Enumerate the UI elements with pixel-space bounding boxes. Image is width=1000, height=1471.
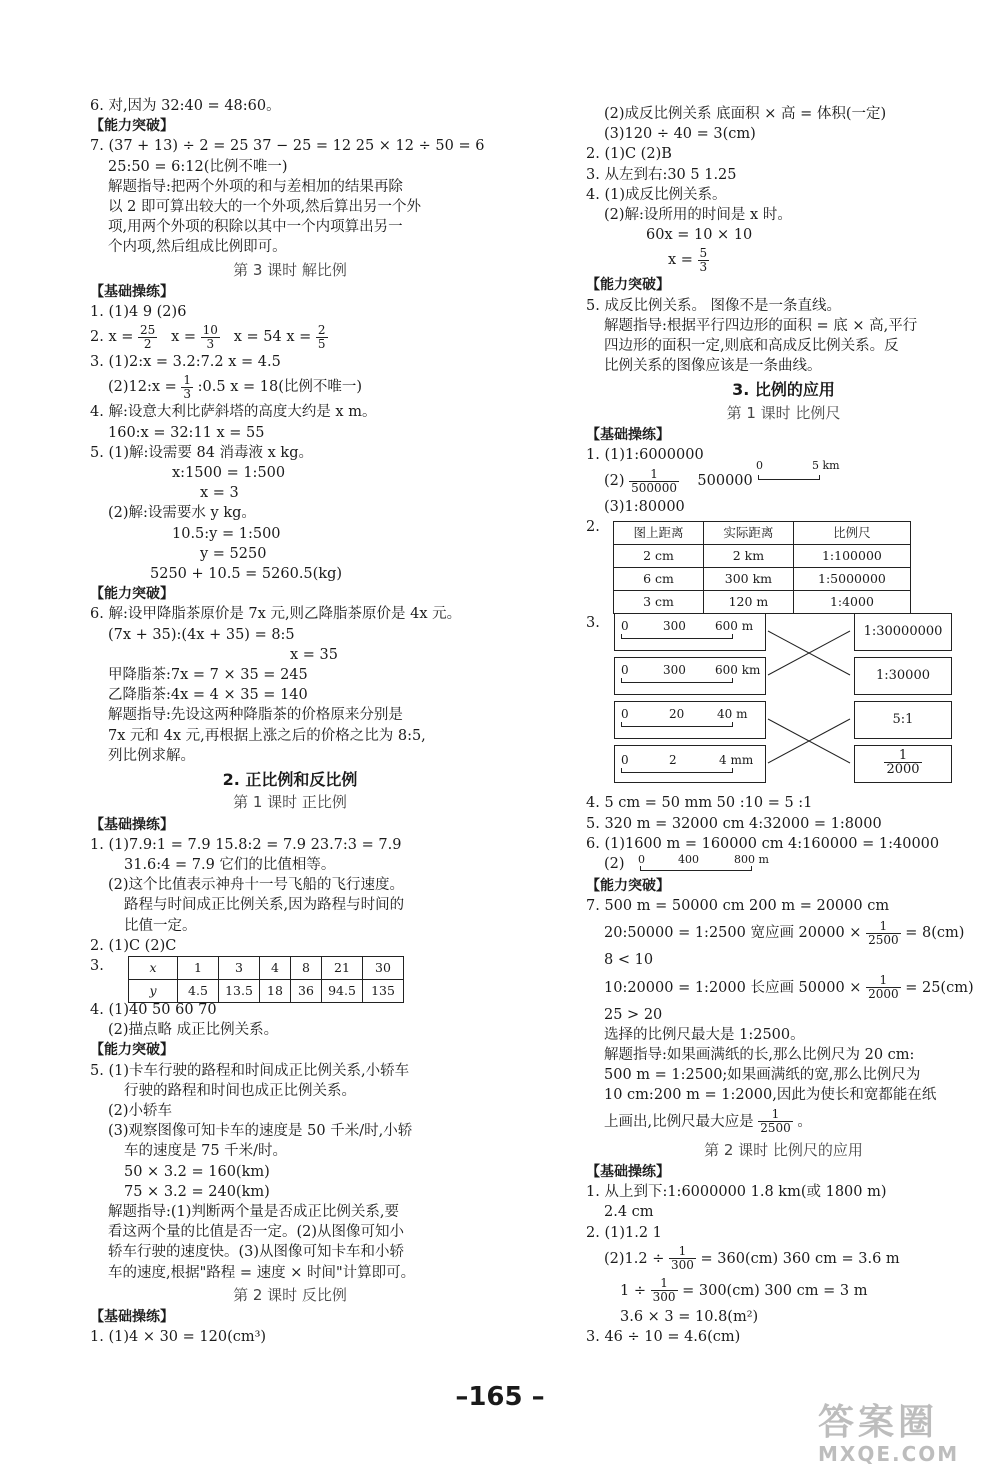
answer-line: x = 3 bbox=[200, 485, 239, 502]
numerator: 2 bbox=[317, 322, 326, 337]
hint-line: 列比例求解。 bbox=[108, 747, 195, 764]
table-row bbox=[129, 979, 404, 1002]
answer-line bbox=[586, 517, 981, 609]
answer-line bbox=[586, 916, 981, 950]
table-cell: 1 bbox=[178, 956, 219, 979]
answer-line: (2)解:设需要水 y kg。 bbox=[108, 505, 256, 522]
watermark-text: 答案圈 bbox=[818, 1402, 939, 1443]
eq-text: :0.5 x = 18(比例不唯一) bbox=[197, 379, 363, 396]
scale-tick-label: 300 bbox=[663, 619, 686, 634]
table-cell: 135 bbox=[363, 979, 404, 1002]
answer-line: 车的速度是 75 千米/时。 bbox=[124, 1143, 288, 1160]
answer-line: 3. 从左到右:30 5 1.25 bbox=[586, 166, 737, 183]
answer-line bbox=[586, 459, 981, 497]
answer-line: 4. 5 cm = 50 mm 50 :10 = 5 :1 bbox=[586, 795, 813, 812]
answer-line: 5. 320 m = 32000 cm 4:32000 = 1:8000 bbox=[586, 815, 882, 832]
numerator: 1 bbox=[758, 1108, 793, 1122]
answer-line: 2. (1)C (2)B bbox=[586, 146, 672, 163]
answer-line: 6. 对,因为 32:40 = 48:60。 bbox=[90, 98, 281, 114]
denominator: 300 bbox=[670, 1258, 694, 1273]
table-cell: 300 km bbox=[703, 568, 793, 591]
section-heading: 【能力突破】 bbox=[586, 878, 670, 895]
right-column bbox=[586, 104, 981, 1347]
denominator: 5 bbox=[317, 336, 326, 351]
section-heading: 【能力突破】 bbox=[90, 586, 174, 603]
numerator: 1 bbox=[866, 920, 901, 934]
ratio-box: 5:1 bbox=[854, 701, 952, 739]
table-cell: 36 bbox=[291, 979, 322, 1002]
chapter-title: 3. 比例的应用 bbox=[732, 380, 835, 400]
table-header: 实际距离 bbox=[703, 522, 793, 545]
eq-text: (2)12:x = bbox=[108, 379, 177, 396]
hint-line: 比例关系的图像应该是一条曲线。 bbox=[604, 358, 822, 375]
answer-line bbox=[586, 1275, 981, 1307]
numerator: 25 bbox=[140, 322, 156, 337]
scale-tick-label: 5 km bbox=[812, 459, 840, 473]
scale-box bbox=[614, 745, 766, 783]
answer-line: 7. 500 m = 50000 cm 200 m = 20000 cm bbox=[586, 898, 890, 915]
eq-text: (2)1.2 ÷ bbox=[604, 1250, 665, 1267]
answer-line: 1. (1)1:6000000 bbox=[586, 447, 704, 464]
fraction bbox=[884, 749, 921, 776]
scale-tick-label: 300 bbox=[663, 663, 686, 678]
denominator: 2 bbox=[143, 336, 152, 351]
denominator: 2500 bbox=[760, 1121, 791, 1136]
section-heading: 【基础操练】 bbox=[586, 1163, 670, 1180]
scale-tick-label: 0 bbox=[621, 619, 629, 634]
ratio-box: 1:30000000 bbox=[854, 613, 952, 651]
answer-line: 5. 成反比例关系。 图像不是一条直线。 bbox=[586, 297, 842, 314]
table-row bbox=[614, 568, 911, 591]
eq-text: 。 bbox=[797, 1113, 812, 1130]
fraction bbox=[758, 1108, 793, 1135]
answer-line: (2)解:设所用的时间是 x 时。 bbox=[604, 207, 792, 224]
eq-text: 20:50000 = 1:2500 宽应画 20000 × bbox=[604, 925, 862, 942]
denominator: 300 bbox=[652, 1290, 676, 1305]
hint-line: 四边形的面积一定,则底和高成反比例关系。反 bbox=[604, 338, 899, 355]
scale-line bbox=[640, 866, 752, 871]
denominator: 3 bbox=[183, 386, 192, 401]
hint-line: 项,用两个外项的积除以其中一个内项算出另一 bbox=[108, 219, 403, 236]
scale-table bbox=[613, 521, 911, 614]
eq-text: (2) bbox=[604, 856, 625, 873]
fraction bbox=[866, 920, 901, 947]
table-row bbox=[614, 545, 911, 568]
answer-line: 6. 解:设甲降脂茶原价是 7x 元,则乙降脂茶原价是 4x 元。 bbox=[90, 606, 462, 623]
answer-line: 2. (1)1.2 1 bbox=[586, 1224, 662, 1241]
scale-tick-label: 0 bbox=[621, 663, 629, 678]
answer-line: (3)观察图像可知卡车的速度是 50 千米/时,小轿 bbox=[108, 1123, 413, 1140]
hint-line: 解题指导:先设这两种降脂茶的价格原来分别是 bbox=[108, 707, 403, 724]
answer-line: 75 × 3.2 = 240(km) bbox=[124, 1183, 270, 1200]
scale-tick-label: 800 m bbox=[734, 853, 769, 867]
answer-line: 31.6:4 = 7.9 它们的比值相等。 bbox=[124, 856, 336, 873]
table-header: 图上距离 bbox=[614, 522, 704, 545]
table-cell: 2 km bbox=[703, 545, 793, 568]
scale-tick-label: 600 km bbox=[715, 663, 761, 678]
fraction bbox=[669, 1245, 696, 1272]
answer-line: 10.5:y = 1:500 bbox=[172, 525, 281, 542]
answer-line: 乙降脂茶:4x = 4 × 35 = 140 bbox=[108, 687, 308, 704]
numerator: 1 bbox=[183, 372, 192, 387]
lesson-title: 第 2 课时 比例尺的应用 bbox=[704, 1140, 863, 1159]
eq-text: 10:20000 = 1:2000 长应画 50000 × bbox=[604, 979, 862, 996]
fraction bbox=[138, 324, 157, 351]
table-cell: 120 m bbox=[703, 591, 793, 614]
answer-line bbox=[90, 956, 490, 1000]
answer-line: 5. (1)卡车行驶的路程和时间成正比例关系,小轿车 bbox=[90, 1062, 410, 1079]
answer-line: (2)成反比例关系 底面积 × 高 = 体积(一定) bbox=[604, 106, 887, 122]
answer-line: 1. 从上到下:1:6000000 1.8 km(或 1800 m) bbox=[586, 1184, 887, 1201]
watermark-logo bbox=[818, 1403, 998, 1468]
answer-line: 行驶的路程和时间也成正比例关系。 bbox=[124, 1082, 356, 1099]
fraction bbox=[316, 324, 328, 351]
denominator: 3 bbox=[699, 259, 708, 274]
answer-line: 1. (1)4 9 (2)6 bbox=[90, 304, 187, 321]
answer-line: 50 × 3.2 = 160(km) bbox=[124, 1163, 270, 1180]
table-cell: 4.5 bbox=[178, 979, 219, 1002]
answer-line: 选择的比例尺最大是 1:2500。 bbox=[604, 1026, 805, 1043]
scale-tick-label: 0 bbox=[621, 753, 629, 768]
section-heading: 【基础操练】 bbox=[90, 283, 174, 300]
eq-text: 上画出,比例尺最大应是 bbox=[604, 1113, 754, 1130]
table-cell: 3 bbox=[219, 956, 260, 979]
answer-line bbox=[90, 322, 490, 352]
answer-line: x:1500 = 1:500 bbox=[172, 465, 286, 482]
answer-line: (3)120 ÷ 40 = 3(cm) bbox=[604, 126, 756, 143]
hint-line: 看这两个量的比值是否一定。(2)从图像可知小 bbox=[108, 1224, 405, 1241]
table-header: 比例尺 bbox=[793, 522, 910, 545]
scale-line bbox=[621, 634, 733, 639]
table-cell: 1:100000 bbox=[793, 545, 910, 568]
section-heading: 【基础操练】 bbox=[586, 426, 670, 443]
table-cell: 3 cm bbox=[614, 591, 704, 614]
scale-line bbox=[758, 475, 820, 480]
hint-line: 7x 元和 4x 元,再根据上涨之后的价格之比为 8:5, bbox=[108, 727, 426, 744]
scale-line bbox=[621, 678, 733, 683]
answer-line: 4. (1)成反比例关系。 bbox=[586, 186, 727, 203]
table-cell: 21 bbox=[322, 956, 363, 979]
section-heading: 【基础操练】 bbox=[90, 1308, 174, 1325]
table-row bbox=[129, 956, 404, 979]
scale-tick-label: 40 m bbox=[717, 707, 748, 722]
section-heading: 【基础操练】 bbox=[90, 816, 174, 833]
section-heading: 【能力突破】 bbox=[586, 277, 670, 294]
scale-tick-label: 20 bbox=[669, 707, 685, 722]
answer-line: 3. 46 ÷ 10 = 4.6(cm) bbox=[586, 1328, 741, 1345]
scale-bar bbox=[756, 459, 846, 489]
numerator: 10 bbox=[202, 322, 218, 337]
answer-line: (2)描点略 成正比例关系。 bbox=[108, 1022, 279, 1039]
answer-line: (7x + 35):(4x + 35) = 8:5 bbox=[108, 626, 295, 643]
eq-text: 500000 bbox=[697, 473, 753, 490]
answer-line: 1. (1)7.9:1 = 7.9 15.8:2 = 7.9 23.7:3 = 7.9 bbox=[90, 836, 402, 853]
table-cell: 13.5 bbox=[219, 979, 260, 1002]
answer-line: y = 5250 bbox=[200, 545, 267, 562]
answer-line: (2)小轿车 bbox=[108, 1102, 173, 1119]
hint-line: 个内项,然后组成比例即可。 bbox=[108, 239, 287, 256]
table-cell: 6 cm bbox=[614, 568, 704, 591]
table-row bbox=[614, 522, 911, 545]
section-heading: 【能力突破】 bbox=[90, 118, 174, 135]
scale-box bbox=[614, 657, 766, 695]
hint-line: 以 2 即可算出较大的一个外项,然后算出另一个外 bbox=[108, 199, 422, 216]
xy-table bbox=[128, 956, 404, 1003]
scale-tick-label: 600 m bbox=[715, 619, 754, 634]
lesson-title: 第 2 课时 反比例 bbox=[233, 1285, 347, 1304]
answer-line: 60x = 10 × 10 bbox=[646, 227, 753, 244]
answer-line: 25 > 20 bbox=[604, 1006, 663, 1023]
answer-line bbox=[586, 245, 981, 275]
answer-line: 1. (1)4 × 30 = 120(cm³) bbox=[90, 1329, 267, 1346]
fraction bbox=[651, 1277, 678, 1304]
eq-text: 2. x = bbox=[90, 329, 134, 346]
table-cell: 1:4000 bbox=[793, 591, 910, 614]
section-heading: 【能力突破】 bbox=[90, 1042, 174, 1059]
eq-text: = 300(cm) 300 cm = 3 m bbox=[682, 1282, 868, 1299]
table-cell: 30 bbox=[363, 956, 404, 979]
scale-line bbox=[621, 768, 733, 773]
answer-line: 6. (1)1600 m = 160000 cm 4:160000 = 1:40000 bbox=[586, 835, 940, 852]
ratio-box bbox=[854, 745, 952, 783]
table-cell: 8 bbox=[291, 956, 322, 979]
denominator: 500000 bbox=[631, 480, 677, 495]
numerator: 1 bbox=[669, 1245, 696, 1259]
answer-line: 2. (1)C (2)C bbox=[90, 937, 177, 954]
hint-line: 轿车行驶的速度快。(3)从图像可知卡车和小轿 bbox=[108, 1244, 405, 1261]
answer-line: 比值一定。 bbox=[124, 917, 197, 934]
answer-line bbox=[586, 1243, 981, 1275]
hint-line: 10 cm:200 m = 1:2000,因此为使长和宽都能在纸 bbox=[604, 1087, 937, 1104]
answer-line: 3.6 × 3 = 10.8(m²) bbox=[620, 1308, 759, 1325]
answer-line: 路程与时间成正比例关系,因为路程与时间的 bbox=[124, 897, 405, 914]
hint-line bbox=[586, 1106, 981, 1138]
eq-text: 1 ÷ bbox=[620, 1282, 646, 1299]
table-cell: y bbox=[129, 979, 178, 1002]
answer-line: 5. (1)解:设需要 84 消毒液 x kg。 bbox=[90, 444, 314, 461]
chapter-title: 2. 正比例和反比例 bbox=[222, 770, 358, 790]
lesson-title: 第 1 课时 正比例 bbox=[233, 793, 347, 812]
item-number: 2. bbox=[586, 519, 600, 536]
numerator: 1 bbox=[866, 974, 901, 988]
fraction bbox=[866, 974, 901, 1001]
answer-line: (3)1:80000 bbox=[604, 499, 685, 516]
scale-tick-label: 2 bbox=[669, 753, 677, 768]
table-cell: 94.5 bbox=[322, 979, 363, 1002]
answer-line bbox=[586, 971, 981, 1005]
eq-text: = 360(cm) 360 cm = 3.6 m bbox=[700, 1250, 900, 1267]
numerator: 1 bbox=[651, 1277, 678, 1291]
numerator: 1 bbox=[629, 468, 679, 482]
eq-text: (2) bbox=[604, 473, 625, 490]
table-row bbox=[614, 591, 911, 614]
numerator: 1 bbox=[884, 749, 921, 763]
answer-line: (2)这个比值表示神舟十一号飞船的飞行速度。 bbox=[108, 877, 405, 894]
answer-line bbox=[586, 854, 981, 876]
answer-line: 3. (1)2:x = 3.2:7.2 x = 4.5 bbox=[90, 354, 281, 371]
answer-line: 5250 + 10.5 = 5260.5(kg) bbox=[150, 566, 343, 583]
scale-box bbox=[614, 701, 766, 739]
eq-text: = 8(cm) bbox=[905, 925, 965, 942]
hint-line: 解题指导:如果画满纸的长,那么比例尺为 20 cm: bbox=[604, 1047, 915, 1064]
eq-text: x = bbox=[171, 329, 197, 346]
left-column bbox=[90, 96, 490, 1347]
hint-line: 车的速度,根据"路程 = 速度 × 时间"计算即可。 bbox=[108, 1264, 416, 1281]
fraction bbox=[698, 247, 710, 274]
table-cell: 18 bbox=[260, 979, 291, 1002]
answer-line: 160:x = 32:11 x = 55 bbox=[108, 424, 265, 441]
matching-exercise bbox=[586, 613, 981, 793]
hint-line: 500 m = 1:2500;如果画满纸的宽,那么比例尺为 bbox=[604, 1067, 921, 1084]
fraction bbox=[629, 468, 679, 495]
denominator: 2500 bbox=[868, 932, 899, 947]
eq-text: = 25(cm) bbox=[905, 979, 974, 996]
scale-box bbox=[614, 613, 766, 651]
fraction bbox=[181, 374, 193, 401]
answer-line bbox=[90, 372, 490, 402]
scale-tick-label: 0 bbox=[638, 853, 645, 867]
numerator: 5 bbox=[699, 245, 708, 260]
page-number: –165 – bbox=[455, 1382, 545, 1412]
answer-line: 2.4 cm bbox=[604, 1204, 654, 1221]
answer-line: 4. (1)40 50 60 70 bbox=[90, 1001, 217, 1018]
lesson-title: 第 3 课时 解比例 bbox=[233, 260, 347, 279]
scale-tick-label: 0 bbox=[756, 459, 763, 473]
watermark-url: MXQE.COM bbox=[818, 1442, 960, 1466]
eq-text: x = bbox=[668, 252, 693, 269]
table-cell: 1:5000000 bbox=[793, 568, 910, 591]
matching-lines bbox=[766, 613, 852, 789]
hint-line: 解题指导:(1)判断两个量是否成正比例关系,要 bbox=[108, 1203, 400, 1220]
table-cell: x bbox=[129, 956, 178, 979]
denominator: 2000 bbox=[886, 762, 920, 778]
answer-line: 4. 解:设意大利比萨斜塔的高度大约是 x m。 bbox=[90, 404, 377, 421]
answer-line: 甲降脂茶:7x = 7 × 35 = 245 bbox=[108, 667, 308, 684]
scale-tick-label: 0 bbox=[621, 707, 629, 722]
table-cell: 4 bbox=[260, 956, 291, 979]
table-cell: 2 cm bbox=[614, 545, 704, 568]
scale-tick-label: 4 mm bbox=[719, 753, 754, 768]
hint-line: 解题指导:根据平行四边形的面积 = 底 × 高,平行 bbox=[604, 317, 918, 334]
scale-line bbox=[621, 722, 733, 727]
answer-line: 25:50 = 6:12(比例不唯一) bbox=[108, 158, 288, 175]
eq-text: x = 54 x = bbox=[233, 329, 312, 346]
fraction bbox=[201, 324, 220, 351]
scale-tick-label: 400 bbox=[678, 853, 699, 867]
item-number: 3. bbox=[90, 957, 104, 974]
answer-line: 7. (37 + 13) ÷ 2 = 25 37 − 25 = 12 25 × 12 ÷ 50 = 6 bbox=[90, 138, 485, 155]
denominator: 2000 bbox=[868, 987, 899, 1002]
ratio-box: 1:30000 bbox=[854, 657, 952, 695]
lesson-title: 第 1 课时 比例尺 bbox=[726, 403, 841, 422]
denominator: 3 bbox=[206, 336, 215, 351]
hint-line: 解题指导:把两个外项的和与差相加的结果再除 bbox=[108, 178, 403, 195]
item-number: 3. bbox=[586, 615, 600, 632]
answer-line: 8 < 10 bbox=[604, 952, 654, 969]
answer-line: x = 35 bbox=[290, 646, 338, 663]
